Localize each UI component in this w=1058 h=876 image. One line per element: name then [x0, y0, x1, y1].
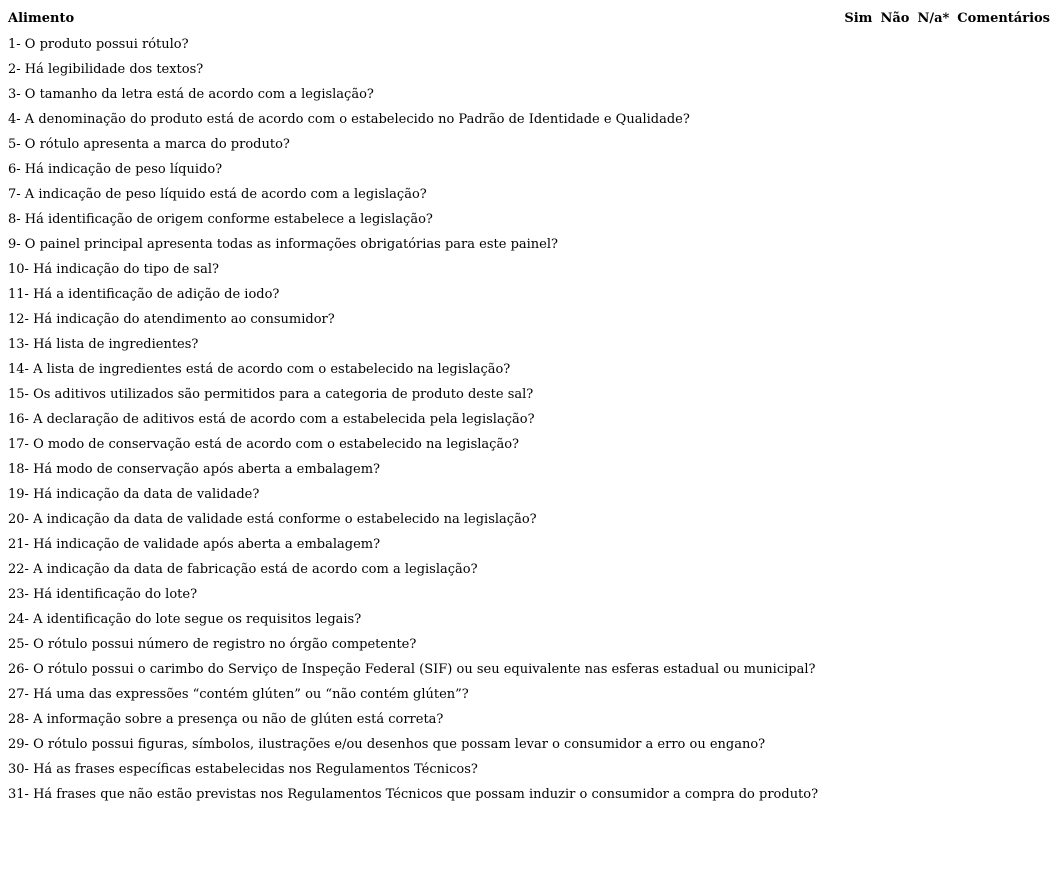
checklist-item: 24- A identificação do lote segue os requisitos legais?	[8, 612, 362, 627]
checklist-item: 18- Há modo de conservação após aberta a embalagem?	[8, 462, 380, 477]
column-nao: Não	[880, 10, 910, 26]
checklist-item: 26- O rótulo possui o carimbo do Serviço de Inspeção Federal (SIF) ou seu equivalente nas esferas estadual ou municipal?	[8, 662, 816, 677]
checklist-item: 14- A lista de ingredientes está de acordo com o estabelecido na legislação?	[8, 362, 511, 377]
checklist-item: 10- Há indicação do tipo de sal?	[8, 262, 219, 277]
checklist-item: 22- A indicação da data de fabricação está de acordo com a legislação?	[8, 562, 478, 577]
checklist-item: 21- Há indicação de validade após aberta a embalagem?	[8, 537, 381, 552]
checklist-item: 16- A declaração de aditivos está de acordo com a estabelecida pela legislação?	[8, 412, 535, 427]
checklist-item: 5- O rótulo apresenta a marca do produto?	[8, 137, 290, 152]
checklist-item: 4- A denominação do produto está de acordo com o estabelecido no Padrão de Identidade e Qualidade?	[8, 112, 690, 127]
checklist-item: 11- Há a identificação de adição de iodo?	[8, 287, 280, 302]
checklist-item: 25- O rótulo possui número de registro no órgão competente?	[8, 637, 417, 652]
header-columns	[844, 11, 1050, 26]
checklist-item: 6- Há indicação de peso líquido?	[8, 162, 223, 177]
column-sim: Sim	[844, 10, 873, 26]
checklist-item: 9- O painel principal apresenta todas as informações obrigatórias para este painel?	[8, 237, 558, 252]
checklist-item: 13- Há lista de ingredientes?	[8, 337, 199, 352]
checklist-item: 19- Há indicação da data de validade?	[8, 487, 260, 502]
checklist-item: 1- O produto possui rótulo?	[8, 37, 189, 52]
checklist-item: 3- O tamanho da letra está de acordo com a legislação?	[8, 87, 374, 102]
checklist-item: 29- O rótulo possui figuras, símbolos, ilustrações e/ou desenhos que possam levar o consumidor a erro ou engano?	[8, 737, 766, 752]
table-header	[8, 8, 1050, 28]
checklist-item: 17- O modo de conservação está de acordo com o estabelecido na legislação?	[8, 437, 519, 452]
checklist-item: 28- A informação sobre a presença ou não de glúten está correta?	[8, 712, 444, 727]
checklist-item: 30- Há as frases específicas estabelecidas nos Regulamentos Técnicos?	[8, 762, 478, 777]
header-title: Alimento	[8, 10, 75, 26]
checklist-item: 2- Há legibilidade dos textos?	[8, 62, 204, 77]
checklist-item: 27- Há uma das expressões “contém glúten” ou “não contém glúten”?	[8, 687, 469, 702]
checklist-item: 31- Há frases que não estão previstas nos Regulamentos Técnicos que possam induzir o consumidor a compra do produto?	[8, 787, 819, 802]
column-comentarios: Comentários	[957, 10, 1050, 26]
checklist-item: 7- A indicação de peso líquido está de acordo com a legislação?	[8, 187, 427, 202]
checklist-item: 23- Há identificação do lote?	[8, 587, 198, 602]
checklist-item: 15- Os aditivos utilizados são permitidos para a categoria de produto deste sal?	[8, 387, 534, 402]
checklist	[8, 32, 818, 807]
checklist-item: 12- Há indicação do atendimento ao consumidor?	[8, 312, 335, 327]
column-na: N/a*	[917, 10, 950, 26]
checklist-item: 20- A indicação da data de validade está conforme o estabelecido na legislação?	[8, 512, 537, 527]
checklist-item: 8- Há identificação de origem conforme estabelece a legislação?	[8, 212, 433, 227]
